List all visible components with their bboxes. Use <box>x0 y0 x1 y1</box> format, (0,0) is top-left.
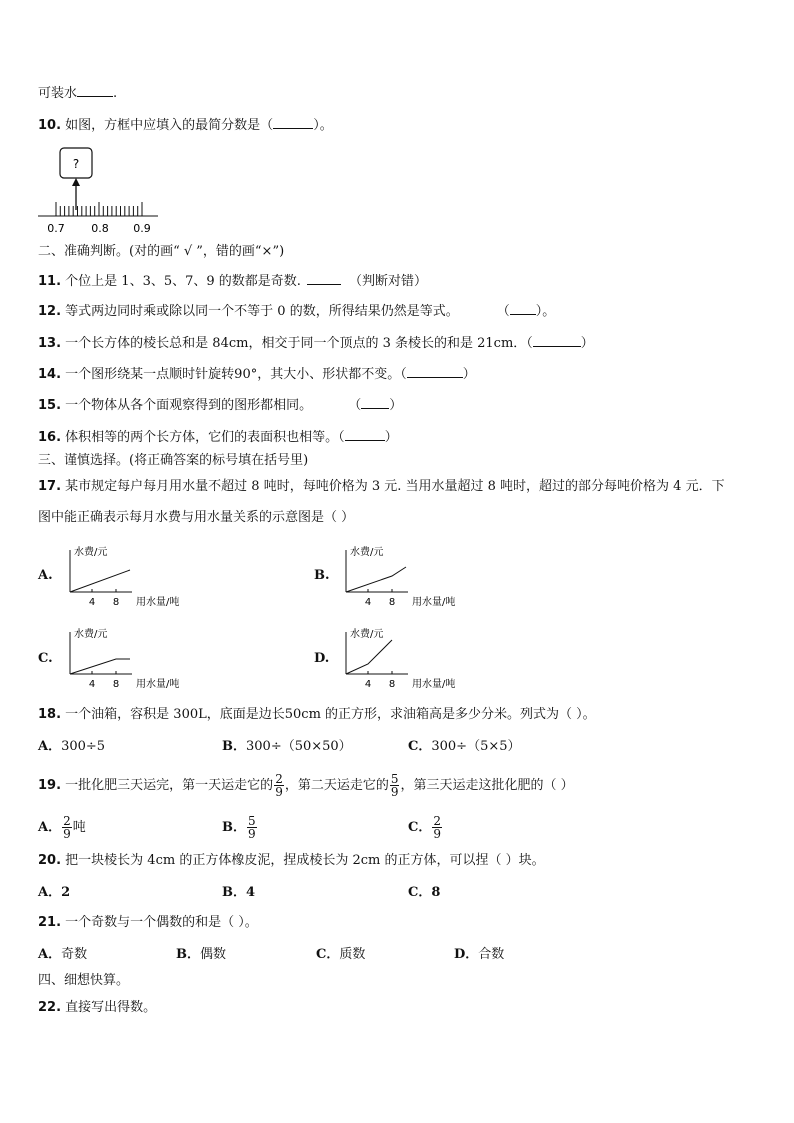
answer-blank[interactable] <box>77 82 113 97</box>
answer-blank[interactable] <box>361 394 389 409</box>
fraction-5-9: $\frac{5}{9}$ <box>390 772 399 799</box>
option-d-graph[interactable] <box>338 622 488 692</box>
option-21-b[interactable]: B．偶数 <box>176 947 227 962</box>
option-18-a[interactable]: A．300÷5 <box>38 739 106 754</box>
tick-label-4: 4 <box>88 597 96 608</box>
fee-line <box>70 659 130 674</box>
question-17-line2: 图中能正确表示每月水费与用水量关系的示意图是（ ） <box>38 510 355 525</box>
x-axis-label: 用水量/吨 <box>412 597 456 608</box>
question-19: 19. 一批化肥三天运完，第一天运走它的 $\frac{2}{9}$ ，第二天运走它的 $\frac{5}{9}$ ，第三天运走这批化肥的（ ） <box>38 772 574 799</box>
fee-line <box>70 570 130 592</box>
answer-blank[interactable] <box>345 426 385 441</box>
y-axis-label: 水费/元 <box>350 629 384 640</box>
x-axis-label: 用水量/吨 <box>136 597 180 608</box>
option-21-d[interactable]: D．合数 <box>454 947 505 962</box>
option-21-c[interactable]: C．质数 <box>316 947 366 962</box>
question-20: 20. 把一块棱长为 4cm 的正方体橡皮泥，捏成棱长为 2cm 的正方体，可以捏（ ）块。 <box>38 853 545 868</box>
tick-label-4: 4 <box>364 597 372 608</box>
question-16: 16. 体积相等的两个长方体，它们的表面积也相等。（ ） <box>38 426 398 447</box>
question-17: 17. 某市规定每户每月用水量不超过 8 吨时，每吨价格为 3 元. 当用水量超过 8 吨时，超过的部分每吨价格为 4 元．下 <box>38 479 725 494</box>
answer-blank[interactable] <box>273 114 313 129</box>
question-11: 11. 个位上是 1、3、5、7、9 的数都是奇数. （判断对错） <box>38 270 427 291</box>
tick-label-4: 4 <box>88 679 96 690</box>
option-20-c[interactable]: C．8 <box>408 885 441 900</box>
option-a-graph[interactable] <box>62 540 212 610</box>
answer-blank[interactable] <box>307 270 341 285</box>
option-19-c[interactable]: C． $\frac{2}{9}$ <box>408 814 441 841</box>
x-axis-label: 用水量/吨 <box>412 679 456 690</box>
x-axis-label: 用水量/吨 <box>136 679 180 690</box>
question-18: 18. 一个油箱，容积是 300L，底面是边长50cm 的正方形，求油箱高是多少分米。列式为（ ）。 <box>38 707 596 722</box>
box-label: ? <box>72 157 80 171</box>
number-line-ticks <box>56 202 142 216</box>
question-22: 22. 直接写出得数。 <box>38 1000 157 1015</box>
tick-label-4: 4 <box>364 679 372 690</box>
y-axis-label: 水费/元 <box>74 547 108 558</box>
answer-blank[interactable] <box>510 300 536 315</box>
question-21: 21. 一个奇数与一个偶数的和是（ ）。 <box>38 915 258 930</box>
number-line-figure <box>36 142 166 236</box>
tick-label-0-8: 0.8 <box>91 222 109 235</box>
y-axis-label: 水费/元 <box>350 547 384 558</box>
tick-label-8: 8 <box>388 597 396 608</box>
option-d-label[interactable]: D. <box>314 651 330 666</box>
option-20-a[interactable]: A．2 <box>38 885 71 900</box>
question-15: 15. 一个物体从各个面观察得到的图形都相同。 （ ） <box>38 394 402 415</box>
question-12: 12. 等式两边同时乘或除以同一个不等于 0 的数，所得结果仍然是等式。 （ ）。 <box>38 300 555 321</box>
option-19-a[interactable]: A． $\frac{2}{9}$ 吨 <box>38 814 86 841</box>
option-18-b[interactable]: B．300÷（50×50） <box>222 739 352 754</box>
option-21-a[interactable]: A．奇数 <box>38 947 88 962</box>
answer-blank[interactable] <box>533 332 581 347</box>
option-19-b[interactable]: B． $\frac{5}{9}$ <box>222 814 256 841</box>
option-b-graph[interactable] <box>338 540 488 610</box>
option-20-b[interactable]: B．4 <box>222 885 256 900</box>
answer-blank[interactable] <box>407 363 463 378</box>
tick-label-8: 8 <box>388 679 396 690</box>
section-4-title: 四、细想快算。 <box>38 973 130 988</box>
tick-label-0-7: 0.7 <box>47 222 65 235</box>
section-3-title: 三、谨慎选择。(将正确答案的标号填在括号里) <box>38 453 309 468</box>
fee-line <box>346 567 406 592</box>
option-b-label[interactable]: B. <box>314 568 330 583</box>
tick-label-8: 8 <box>112 679 120 690</box>
option-c-label[interactable]: C. <box>38 651 53 666</box>
arrow-up-icon <box>72 178 80 186</box>
fee-line <box>346 640 392 674</box>
y-axis-label: 水费/元 <box>74 629 108 640</box>
question-10: 10. 如图，方框中应填入的最简分数是（ ）。 <box>38 114 333 135</box>
question-14: 14. 一个图形绕某一点顺时针旋转90°，其大小、形状都不变。（ ） <box>38 363 476 384</box>
top-line: 可装水 . <box>38 82 117 103</box>
question-13: 13. 一个长方体的棱长总和是 84cm，相交于同一个顶点的 3 条棱长的和是 21cm．（ ） <box>38 332 594 353</box>
section-2-title: 二、准确判断。(对的画“ √ ”，错的画“×”) <box>38 244 285 259</box>
tick-label-8: 8 <box>112 597 120 608</box>
tick-label-0-9: 0.9 <box>133 222 151 235</box>
option-a-label[interactable]: A. <box>38 568 53 583</box>
fraction-2-9: $\frac{2}{9}$ <box>275 772 283 799</box>
option-c-graph[interactable] <box>62 622 212 692</box>
option-18-c[interactable]: C．300÷（5×5） <box>408 739 521 754</box>
